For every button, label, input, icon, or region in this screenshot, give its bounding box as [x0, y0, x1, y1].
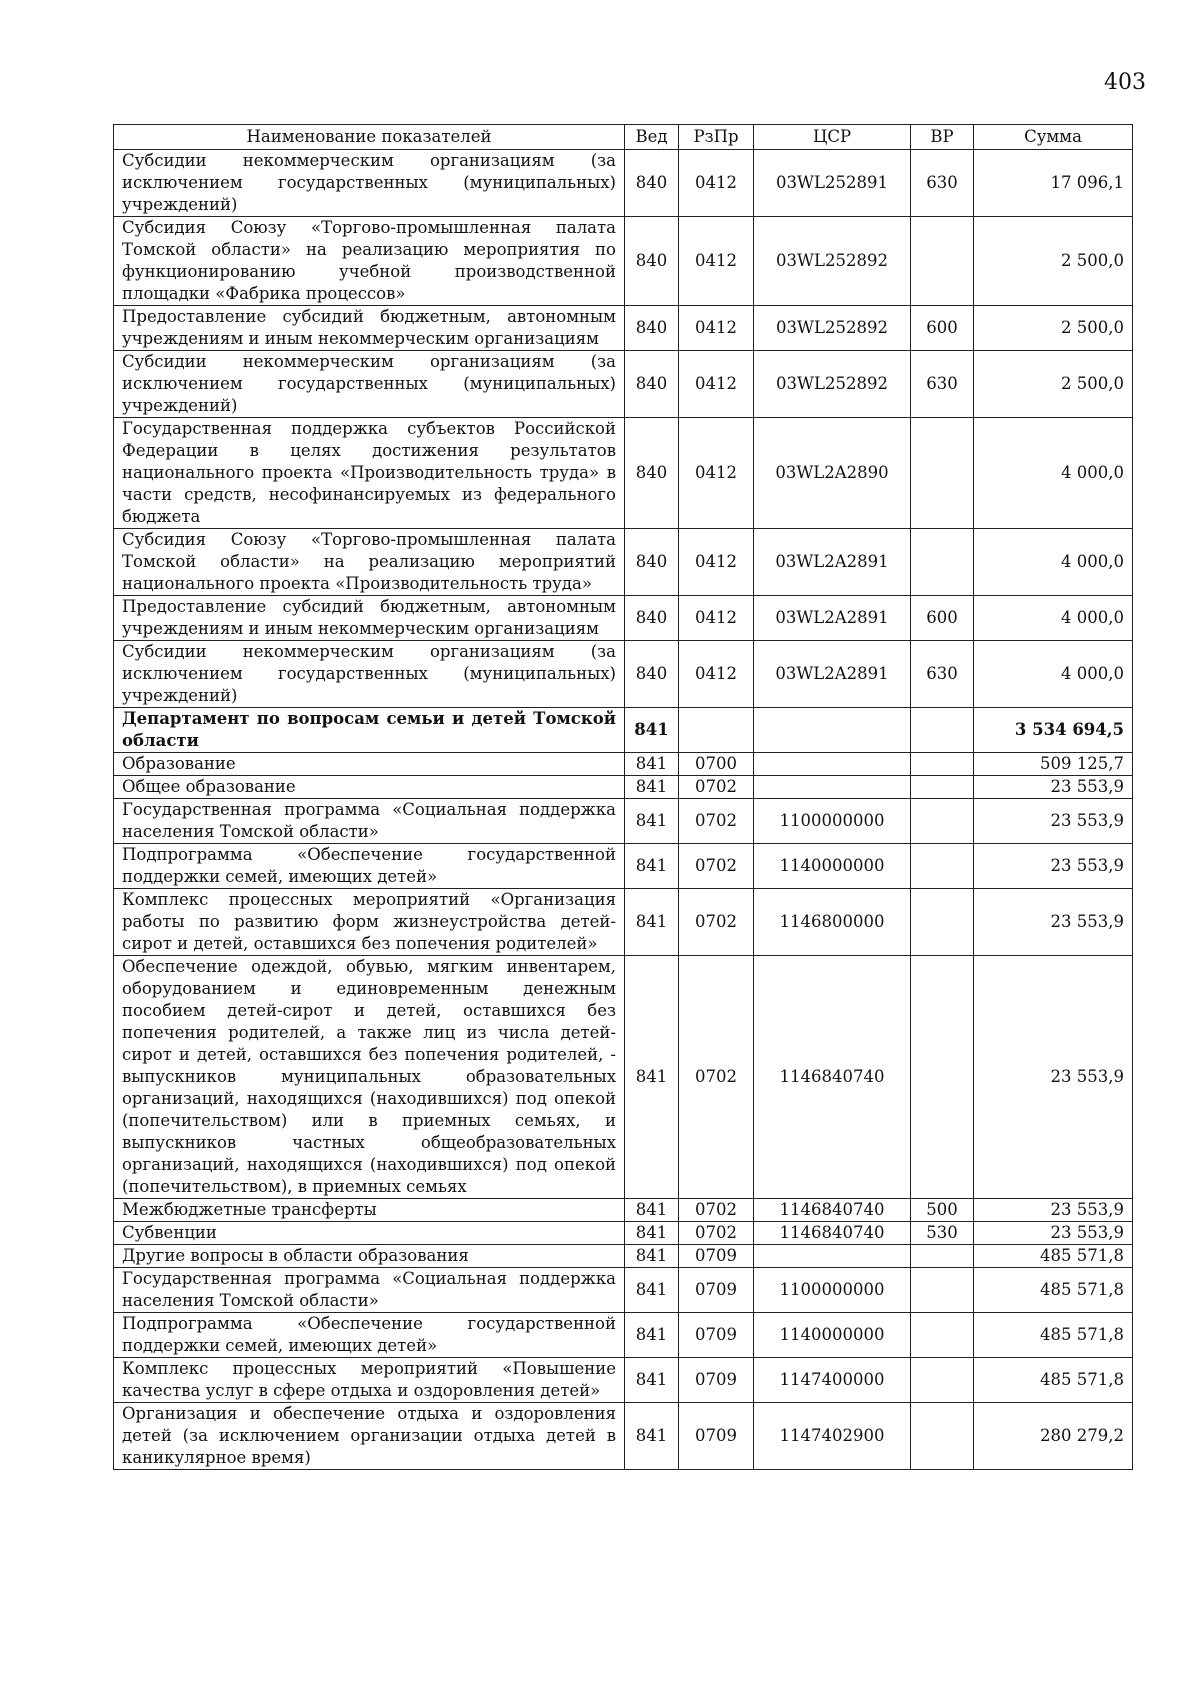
row-sum: 23 553,9 [974, 844, 1133, 889]
row-rzpr: 0412 [679, 596, 754, 641]
row-name: Подпрограмма «Обеспечение государственной поддержки семей, имеющих детей» [114, 1313, 625, 1358]
row-rzpr: 0412 [679, 217, 754, 306]
row-vr: 630 [911, 641, 974, 708]
row-csr [754, 776, 911, 799]
header-name: Наименование показателей [114, 125, 625, 150]
row-csr [754, 753, 911, 776]
table-row [114, 418, 1133, 529]
row-name: Субсидии некоммерческим организациям (за исключением государственных (муниципальных) учреждений) [114, 641, 625, 708]
row-rzpr: 0702 [679, 889, 754, 956]
table-row [114, 351, 1133, 418]
row-csr: 03WL2A2891 [754, 596, 911, 641]
row-vr [911, 844, 974, 889]
row-sum: 280 279,2 [974, 1403, 1133, 1470]
header-rzpr: РзПр [679, 125, 754, 150]
row-ved: 841 [625, 1268, 679, 1313]
row-vr [911, 776, 974, 799]
row-sum: 23 553,9 [974, 889, 1133, 956]
row-name: Субсидии некоммерческим организациям (за исключением государственных (муниципальных) учреждений) [114, 150, 625, 217]
row-vr [911, 1268, 974, 1313]
row-vr [911, 1245, 974, 1268]
header-ved: Вед [625, 125, 679, 150]
table-row [114, 956, 1133, 1199]
row-rzpr: 0412 [679, 351, 754, 418]
row-rzpr: 0702 [679, 1199, 754, 1222]
row-csr: 03WL252891 [754, 150, 911, 217]
row-ved: 840 [625, 418, 679, 529]
row-sum: 23 553,9 [974, 776, 1133, 799]
row-ved: 841 [625, 1358, 679, 1403]
row-name: Подпрограмма «Обеспечение государственной поддержки семей, имеющих детей» [114, 844, 625, 889]
row-csr: 1146840740 [754, 956, 911, 1199]
row-ved: 840 [625, 306, 679, 351]
row-csr: 1147402900 [754, 1403, 911, 1470]
row-csr: 03WL252892 [754, 217, 911, 306]
row-name: Образование [114, 753, 625, 776]
row-csr: 03WL2A2891 [754, 641, 911, 708]
row-vr [911, 889, 974, 956]
row-csr: 03WL2A2890 [754, 418, 911, 529]
row-csr [754, 1245, 911, 1268]
row-sum: 509 125,7 [974, 753, 1133, 776]
row-csr: 1146840740 [754, 1199, 911, 1222]
row-sum: 4 000,0 [974, 596, 1133, 641]
row-name: Государственная программа «Социальная поддержка населения Томской области» [114, 1268, 625, 1313]
header-sum: Сумма [974, 125, 1133, 150]
row-vr [911, 1358, 974, 1403]
row-csr: 1147400000 [754, 1358, 911, 1403]
table-row [114, 889, 1133, 956]
row-sum: 4 000,0 [974, 641, 1133, 708]
row-name: Обеспечение одеждой, обувью, мягким инвентарем, оборудованием и единовременным денежным пособием детей-сирот и детей, оставшихся без попечения родителей, а также лиц из числа детей-сирот и детей, оставшихся без попечения родителей, - выпускников муниципальных образовательных организаций, находящихся (находившихся) под опекой (попечительством) или в приемных семьях, и выпускников частных общеобразовательных организаций, находящихся (находившихся) под опекой (попечительством), в приемных семьях [114, 956, 625, 1199]
row-csr: 1140000000 [754, 844, 911, 889]
row-name: Департамент по вопросам семьи и детей Томской области [114, 708, 625, 753]
row-name: Комплекс процессных мероприятий «Организация работы по развитию форм жизнеустройства детей-сирот и детей, оставшихся без попечения родителей» [114, 889, 625, 956]
row-sum: 23 553,9 [974, 1222, 1133, 1245]
row-csr: 1100000000 [754, 1268, 911, 1313]
row-name: Субсидия Союзу «Торгово-промышленная палата Томской области» на реализацию мероприятия по функционированию учебной производственной площадки «Фабрика процессов» [114, 217, 625, 306]
row-sum: 4 000,0 [974, 529, 1133, 596]
row-ved: 841 [625, 1403, 679, 1470]
row-name: Предоставление субсидий бюджетным, автономным учреждениям и иным некоммерческим организациям [114, 306, 625, 351]
row-ved: 840 [625, 351, 679, 418]
row-vr [911, 217, 974, 306]
table-row [114, 596, 1133, 641]
row-name: Государственная программа «Социальная поддержка населения Томской области» [114, 799, 625, 844]
row-vr: 500 [911, 1199, 974, 1222]
row-sum: 485 571,8 [974, 1313, 1133, 1358]
table-row [114, 1313, 1133, 1358]
row-rzpr: 0412 [679, 418, 754, 529]
row-ved: 841 [625, 1313, 679, 1358]
row-vr [911, 529, 974, 596]
table-row [114, 150, 1133, 217]
header-vr: ВР [911, 125, 974, 150]
row-ved: 841 [625, 753, 679, 776]
row-ved: 840 [625, 529, 679, 596]
table-row [114, 529, 1133, 596]
row-sum: 485 571,8 [974, 1358, 1133, 1403]
row-vr: 600 [911, 306, 974, 351]
row-name: Субсидии некоммерческим организациям (за исключением государственных (муниципальных) учреждений) [114, 351, 625, 418]
table-row [114, 776, 1133, 799]
row-csr: 1146840740 [754, 1222, 911, 1245]
row-sum: 3 534 694,5 [974, 708, 1133, 753]
row-ved: 841 [625, 1199, 679, 1222]
row-rzpr: 0709 [679, 1403, 754, 1470]
table-body [114, 150, 1133, 1470]
row-ved: 840 [625, 641, 679, 708]
table-row [114, 306, 1133, 351]
row-ved: 841 [625, 1245, 679, 1268]
row-rzpr: 0412 [679, 306, 754, 351]
row-name: Комплекс процессных мероприятий «Повышение качества услуг в сфере отдыха и оздоровления детей» [114, 1358, 625, 1403]
row-csr: 1100000000 [754, 799, 911, 844]
row-rzpr: 0702 [679, 956, 754, 1199]
row-csr: 03WL252892 [754, 306, 911, 351]
row-name: Предоставление субсидий бюджетным, автономным учреждениям и иным некоммерческим организациям [114, 596, 625, 641]
row-rzpr: 0412 [679, 529, 754, 596]
table-row [114, 1358, 1133, 1403]
row-ved: 841 [625, 844, 679, 889]
table-row [114, 1245, 1133, 1268]
row-sum: 2 500,0 [974, 306, 1133, 351]
table-row [114, 1268, 1133, 1313]
row-rzpr: 0709 [679, 1358, 754, 1403]
row-vr [911, 708, 974, 753]
table-row [114, 641, 1133, 708]
row-name: Межбюджетные трансферты [114, 1199, 625, 1222]
row-rzpr [679, 708, 754, 753]
row-vr [911, 1403, 974, 1470]
row-ved: 841 [625, 956, 679, 1199]
header-csr: ЦСР [754, 125, 911, 150]
row-rzpr: 0702 [679, 799, 754, 844]
row-sum: 4 000,0 [974, 418, 1133, 529]
row-name: Субсидия Союзу «Торгово-промышленная палата Томской области» на реализацию мероприятий национального проекта «Производительность труда» [114, 529, 625, 596]
row-sum: 485 571,8 [974, 1268, 1133, 1313]
row-ved: 840 [625, 596, 679, 641]
row-sum: 17 096,1 [974, 150, 1133, 217]
row-rzpr: 0412 [679, 641, 754, 708]
table-row [114, 844, 1133, 889]
page-number: 403 [1104, 70, 1146, 95]
row-rzpr: 0702 [679, 776, 754, 799]
table-header [114, 125, 1133, 150]
row-rzpr: 0709 [679, 1313, 754, 1358]
row-vr: 600 [911, 596, 974, 641]
row-sum: 23 553,9 [974, 1199, 1133, 1222]
row-sum: 2 500,0 [974, 351, 1133, 418]
row-rzpr: 0412 [679, 150, 754, 217]
header-row [114, 125, 1133, 150]
row-name: Другие вопросы в области образования [114, 1245, 625, 1268]
row-csr: 1140000000 [754, 1313, 911, 1358]
row-rzpr: 0700 [679, 753, 754, 776]
table-row [114, 1403, 1133, 1470]
row-ved: 841 [625, 889, 679, 956]
table-row [114, 753, 1133, 776]
row-vr [911, 1313, 974, 1358]
table-row [114, 1222, 1133, 1245]
row-ved: 840 [625, 217, 679, 306]
department-row [114, 708, 1133, 753]
row-ved: 841 [625, 1222, 679, 1245]
table-row [114, 217, 1133, 306]
budget-table [113, 124, 1133, 1470]
row-name: Государственная поддержка субъектов Российской Федерации в целях достижения результатов национального проекта «Производительность труда» в части средств, несофинансируемых из федерального бюджета [114, 418, 625, 529]
row-rzpr: 0702 [679, 844, 754, 889]
row-csr: 1146800000 [754, 889, 911, 956]
row-rzpr: 0702 [679, 1222, 754, 1245]
row-vr [911, 753, 974, 776]
row-rzpr: 0709 [679, 1245, 754, 1268]
row-csr: 03WL252892 [754, 351, 911, 418]
row-sum: 2 500,0 [974, 217, 1133, 306]
row-name: Общее образование [114, 776, 625, 799]
row-vr [911, 799, 974, 844]
row-vr: 630 [911, 150, 974, 217]
row-ved: 841 [625, 799, 679, 844]
row-name: Организация и обеспечение отдыха и оздоровления детей (за исключением организации отдыха детей в каникулярное время) [114, 1403, 625, 1470]
row-sum: 23 553,9 [974, 956, 1133, 1199]
row-csr [754, 708, 911, 753]
row-vr: 630 [911, 351, 974, 418]
row-ved: 841 [625, 776, 679, 799]
row-csr: 03WL2A2891 [754, 529, 911, 596]
row-vr: 530 [911, 1222, 974, 1245]
table-row [114, 1199, 1133, 1222]
row-ved: 840 [625, 150, 679, 217]
row-name: Субвенции [114, 1222, 625, 1245]
row-ved: 841 [625, 708, 679, 753]
table-row [114, 799, 1133, 844]
row-rzpr: 0709 [679, 1268, 754, 1313]
row-sum: 23 553,9 [974, 799, 1133, 844]
row-vr [911, 956, 974, 1199]
row-vr [911, 418, 974, 529]
row-sum: 485 571,8 [974, 1245, 1133, 1268]
